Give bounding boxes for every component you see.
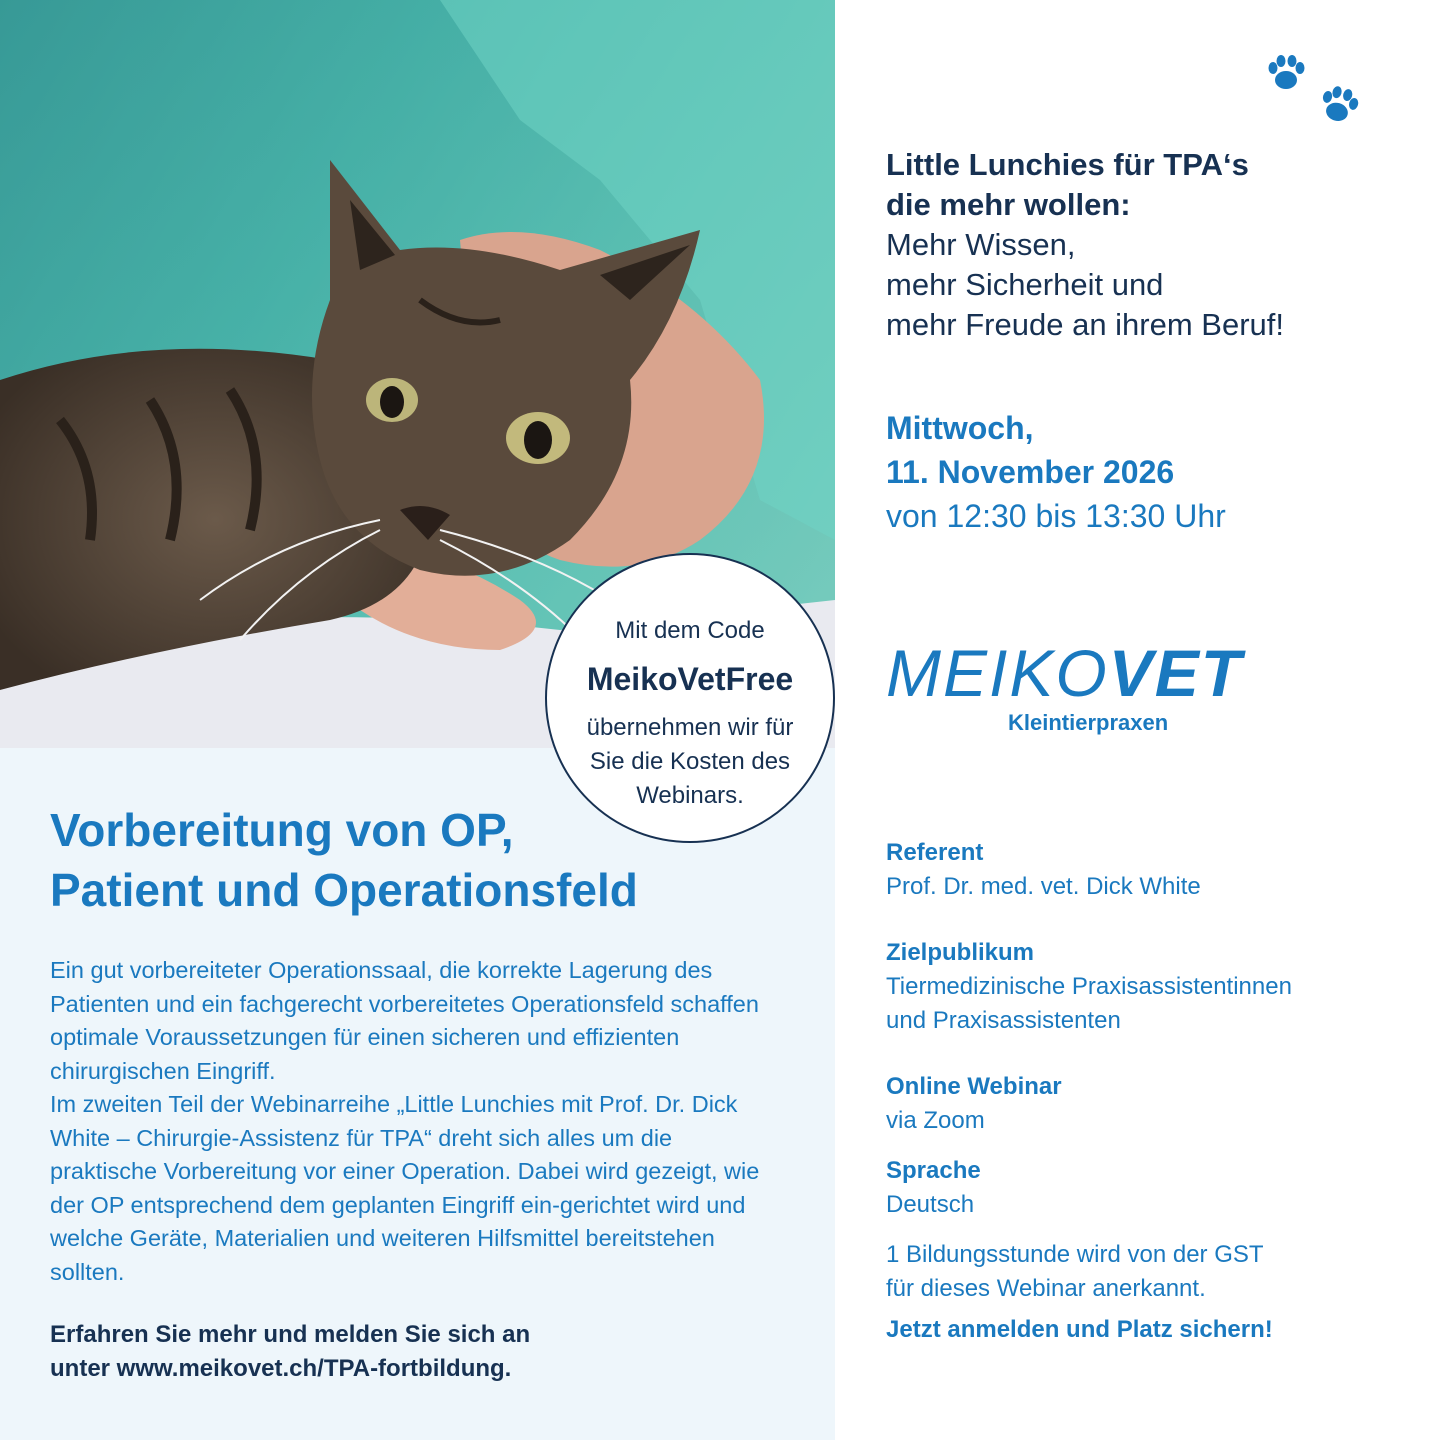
audience-value-2: und Praxisassistenten (886, 1007, 1121, 1034)
format-label: Online Webinar (886, 1073, 1062, 1100)
logo-word-light: MEIKO (886, 636, 1109, 710)
referent-label: Referent (886, 839, 984, 866)
event-day: 11. November 2026 (886, 454, 1175, 490)
language-block (886, 1154, 1386, 1222)
format-block (886, 1070, 1386, 1138)
description-para-1: Ein gut vorbereiteter Operationssaal, die korrekte Lagerung des Patienten und ein fachgerecht vorbereitetes Operationsfeld schaffen optimale Voraussetzungen für einen sicheren und effizienten chirurgischen Eingriff. (50, 957, 759, 1084)
tagline-line-4: mehr Sicherheit und (886, 267, 1164, 302)
tagline (886, 145, 1406, 345)
signup-link[interactable]: Jetzt anmelden und Platz sichern! (886, 1316, 1273, 1343)
event-weekday: Mittwoch, (886, 410, 1034, 446)
more-info-cta (50, 1318, 770, 1386)
event-time: von 12:30 bis 13:30 Uhr (886, 498, 1226, 534)
signup-cta (886, 1313, 1386, 1347)
logo-wordmark (886, 636, 1244, 710)
language-value: Deutsch (886, 1191, 975, 1218)
badge-text: übernehmen wir für Sie die Kosten des Webinars. (586, 714, 794, 809)
credit-block (886, 1238, 1386, 1306)
cta-line-1: Erfahren Sie mehr und melden Sie sich an (50, 1321, 531, 1348)
tagline-line-5: mehr Freude an ihrem Beruf! (886, 307, 1285, 342)
event-date (886, 406, 1406, 538)
referent-block (886, 836, 1386, 904)
audience-label: Zielpublikum (886, 939, 1035, 966)
referent-value: Prof. Dr. med. vet. Dick White (886, 873, 1201, 900)
cta-link[interactable]: unter www.meikovet.ch/TPA-fortbildung. (50, 1355, 512, 1382)
audience-block (886, 936, 1386, 1038)
description (50, 954, 770, 1289)
paw-icon (1269, 55, 1305, 89)
paw-icon (1318, 83, 1362, 125)
promo-code-badge (545, 553, 835, 843)
credit-line-1: 1 Bildungsstunde wird von der GST (886, 1241, 1264, 1268)
paw-icons (1262, 52, 1362, 132)
logo-word-bold: VET (1108, 636, 1244, 710)
title-line-2: Patient und Operationsfeld (50, 864, 638, 916)
tagline-bold-2: die mehr wollen: (886, 187, 1131, 222)
tagline-line-3: Mehr Wissen, (886, 227, 1076, 262)
credit-line-2: für dieses Webinar anerkannt. (886, 1275, 1206, 1302)
tagline-bold-1: Little Lunchies für TPA‘s (886, 147, 1249, 182)
title-line-1: Vorbereitung von OP, (50, 804, 514, 856)
badge-intro: Mit dem Code (615, 617, 765, 644)
logo-subtitle: Kleintierpraxen (1008, 710, 1169, 735)
format-value: via Zoom (886, 1107, 985, 1134)
language-label: Sprache (886, 1157, 981, 1184)
audience-value-1: Tiermedizinische Praxisassistentinnen (886, 973, 1292, 1000)
description-para-2: Im zweiten Teil der Webinarreihe „Little Lunchies mit Prof. Dr. Dick White – Chirurgie-Assistenz für TPA“ dreht sich alles um die praktische Vorbereitung vor einer Operation. Dabei wird gezeigt, wie der OP entsprechend dem geplanten Eingriff ein-gerichtet wird und welche Geräte, Materialien und weiteren Hilfsmittel bereitstehen sollten. (50, 1091, 760, 1285)
promo-code: MeikoVetFree (586, 661, 794, 697)
